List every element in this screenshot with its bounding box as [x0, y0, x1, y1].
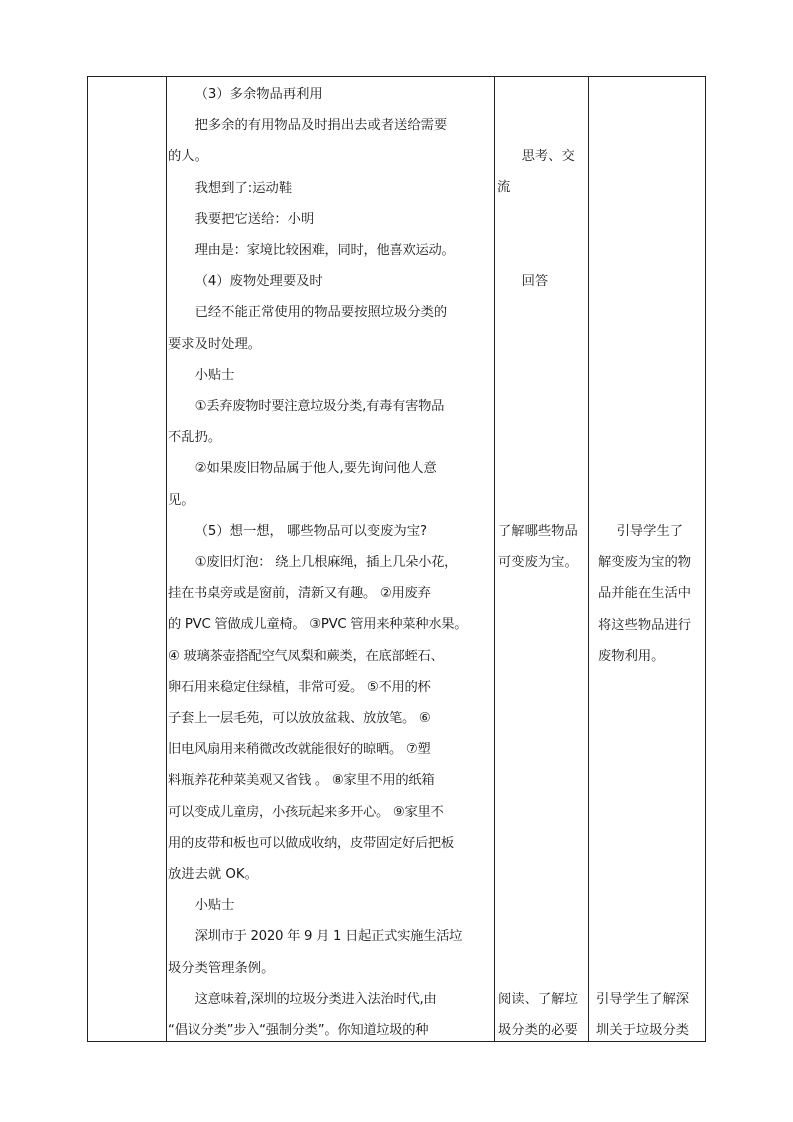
content-line: ②如果废旧物品属于他人,要先询问他人意 [194, 461, 437, 477]
content-line: 把多余的有用物品及时捐出去或者送给需要 [194, 118, 448, 134]
design-intent-1 [590, 516, 706, 672]
intent-line: 引导学生了解深 [596, 992, 690, 1007]
lesson-table [87, 76, 706, 1042]
content-line: （4）废物处理要及时 [194, 274, 323, 290]
intent-line: 引导学生了 [616, 524, 684, 539]
content-line: 见。 [168, 492, 195, 508]
student-activity-answer [495, 266, 589, 297]
content-line: 的人。 [168, 149, 208, 165]
student-activity-learn [495, 516, 589, 578]
tip-heading: 小贴士 [194, 367, 235, 383]
intent-line: 品并能在生活中 [598, 586, 692, 602]
intent-line: 圳关于垃圾分类 [596, 1023, 690, 1039]
column-divider-1 [166, 77, 167, 1041]
teaching-content [168, 79, 495, 1046]
content-line: 的 PVC 管做成儿童椅。 ③PVC 管用来种菜种水果。 [168, 617, 468, 633]
content-line: 用的皮带和板也可以做成收纳，皮带固定好后把板 [168, 835, 454, 851]
content-line: 挂在书桌旁或是窗前，清新又有趣。 ②用废弃 [168, 586, 431, 602]
content-line: （5）想一想， 哪些物品可以变废为宝? [194, 523, 428, 539]
content-line: 不乱扔。 [168, 430, 222, 446]
intent-line: 废物利用。 [598, 648, 665, 664]
content-line: 子套上一层毛苑，可以放放盆栽、放放笔。 ⑥ [168, 711, 431, 727]
content-line: 我想到了:运动鞋 [194, 180, 293, 196]
design-intent-2 [590, 984, 706, 1046]
content-line: 已经不能正常使用的物品要按照垃圾分类的 [194, 305, 448, 321]
content-line: 圾分类管理条例。 [168, 960, 275, 976]
content-line: 料瓶养花种菜美观又省钱 。 ⑧家里不用的纸箱 [168, 773, 435, 789]
content-line: 可以变成儿童房，小孩玩起来多开心。 ⑨家里不 [168, 804, 444, 820]
content-line: （3）多余物品再利用 [194, 87, 323, 102]
content-line: 这意味着,深圳的垃圾分类进入法治时代,由 [194, 991, 437, 1007]
student-activity-think [495, 141, 589, 203]
tip-heading: 小贴士 [194, 898, 235, 914]
activity-line: 阅读、了解垃 [498, 992, 578, 1007]
activity-line: 思考、交 [521, 149, 575, 164]
content-line: 理由是：家境比较困难，同时，他喜欢运动。 [194, 243, 455, 259]
intent-line: 解变废为宝的物 [598, 555, 692, 571]
content-line: 卵石用来稳定住绿植，非常可爱。 ⑤不用的杯 [168, 679, 431, 695]
activity-line: 圾分类的必要 [498, 1023, 578, 1039]
activity-line: 可变废为宝。 [498, 555, 578, 571]
content-line: 旧电风扇用来稍微改改就能很好的晾晒。 ⑦塑 [168, 742, 431, 758]
activity-line: 了解哪些物品 [498, 524, 578, 539]
content-line: 我要把它送给：小明 [194, 211, 315, 227]
content-line: “倡议分类”步入“强制分类”。你知道垃圾的种 [168, 1023, 429, 1039]
content-line: ①丢弃废物时要注意垃圾分类,有毒有害物品 [194, 399, 445, 415]
content-line: ④ 玻璃茶壶搭配空气凤梨和蕨类，在底部蛭石、 [168, 648, 444, 664]
student-activity-read [495, 984, 589, 1046]
activity-line: 流 [497, 180, 511, 196]
intent-line: 将这些物品进行 [598, 617, 692, 633]
content-line: 深圳市于 2020 年 9 月 1 日起正式实施生活垃 [194, 929, 463, 945]
content-line: 放进去就 OK。 [168, 867, 258, 883]
activity-line: 回答 [521, 274, 549, 289]
content-line: ①废旧灯泡： 绕上几根麻绳，插上几朵小花， [194, 555, 458, 571]
content-line: 要求及时处理。 [168, 336, 262, 352]
